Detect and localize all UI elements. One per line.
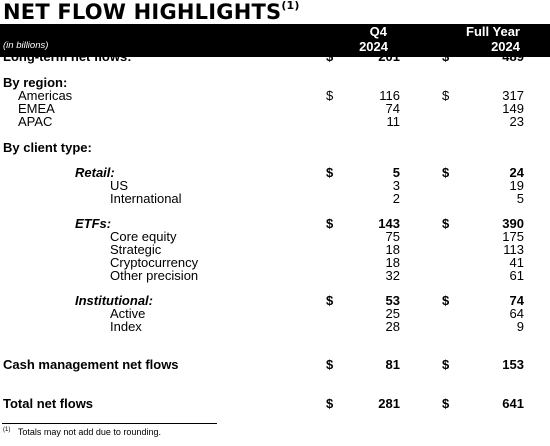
table-row-international — [0, 192, 550, 206]
row-label: Long-term net flows: — [3, 49, 132, 64]
row-label: Cryptocurrency — [110, 255, 199, 270]
table-row-cryptocurrency — [0, 256, 550, 270]
q4-value: 18 — [385, 255, 400, 270]
fy-value: 175 — [502, 229, 524, 244]
footnote — [3, 427, 161, 437]
q4-value: 116 — [379, 88, 400, 103]
q4-value: 25 — [385, 306, 400, 321]
row-label: Institutional: — [75, 293, 153, 308]
section-label: By client type: — [3, 140, 92, 155]
table-row-cash-management — [0, 358, 550, 372]
row-label: Americas — [18, 88, 73, 103]
row-label: US — [110, 178, 129, 193]
table-row-institutional — [0, 294, 550, 308]
row-label: Other precision — [110, 268, 199, 283]
q4-value: 281 — [378, 396, 400, 411]
currency-symbol: $ — [442, 216, 450, 231]
header-q4: Q4 — [369, 24, 387, 39]
currency-symbol: $ — [442, 396, 450, 411]
fy-value: 19 — [509, 178, 524, 193]
fy-value: 9 — [516, 319, 524, 334]
fy-value: 41 — [509, 255, 524, 270]
header-q4-year: 2024 — [359, 39, 388, 54]
q4-value: 2 — [392, 191, 400, 206]
row-label: Cash management net flows — [3, 357, 179, 372]
fy-value: 641 — [502, 396, 524, 411]
q4-value: 53 — [385, 293, 400, 308]
table-row-retail — [0, 166, 550, 180]
fy-value: 5 — [516, 191, 524, 206]
q4-value: 81 — [385, 357, 400, 372]
fy-value: 74 — [509, 293, 524, 308]
row-label: Total net flows — [3, 396, 94, 411]
footnote-divider — [2, 423, 217, 424]
currency-symbol: $ — [326, 165, 334, 180]
table-row-active — [0, 307, 550, 321]
q4-value: 74 — [385, 101, 400, 116]
currency-symbol: $ — [326, 396, 334, 411]
table-row-index — [0, 320, 550, 334]
currency-symbol: $ — [442, 293, 450, 308]
currency-symbol: $ — [326, 216, 334, 231]
row-label: International — [110, 191, 182, 206]
table-row-long-term — [0, 50, 550, 64]
footnote-text: Totals may not add due to rounding. — [17, 427, 161, 437]
table-row-americas — [0, 89, 550, 103]
page-title: NET FLOW HIGHLIGHTS$^{(1)}$ — [3, 0, 300, 24]
fy-value: 317 — [502, 88, 524, 103]
table-row-other-precision — [0, 269, 550, 283]
table-row-total — [0, 397, 550, 411]
header-full-year-year: 2024 — [491, 39, 520, 54]
units-label: (in billions) — [3, 40, 49, 51]
row-label: Strategic — [110, 242, 162, 257]
currency-symbol: $ — [326, 49, 334, 64]
table-row-core-equity — [0, 230, 550, 244]
q4-value: 201 — [378, 49, 400, 64]
currency-symbol: $ — [442, 49, 450, 64]
section-by-region — [0, 76, 550, 90]
row-label: Core equity — [110, 229, 177, 244]
row-label: APAC — [18, 114, 53, 129]
fy-value: 23 — [509, 114, 524, 129]
q4-value: 18 — [385, 242, 400, 257]
currency-symbol: $ — [326, 293, 334, 308]
q4-value: 3 — [392, 178, 400, 193]
fy-value: 390 — [502, 216, 524, 231]
q4-value: 28 — [385, 319, 400, 334]
table-row-etfs — [0, 217, 550, 231]
currency-symbol: $ — [326, 357, 334, 372]
q4-value: 5 — [392, 165, 400, 180]
currency-symbol: $ — [442, 357, 450, 372]
table-row-strategic — [0, 243, 550, 257]
section-by-client-type — [0, 141, 550, 155]
header-full-year: Full Year — [466, 24, 520, 39]
row-label: Active — [110, 306, 146, 321]
table-row-apac — [0, 115, 550, 129]
q4-value: 11 — [386, 114, 400, 129]
fy-value: 149 — [502, 101, 524, 116]
q4-value: 32 — [385, 268, 400, 283]
row-label: Retail: — [75, 165, 115, 180]
currency-symbol: $ — [326, 88, 334, 103]
table-row-emea — [0, 102, 550, 116]
fy-value: 113 — [503, 242, 524, 257]
footnote-ref: (1) — [3, 427, 11, 433]
row-label: EMEA — [18, 101, 55, 116]
row-label: ETFs: — [75, 216, 112, 231]
currency-symbol: $ — [442, 88, 450, 103]
fy-value: 64 — [509, 306, 524, 321]
table-row-us — [0, 179, 550, 193]
fy-value: 24 — [509, 165, 524, 180]
q4-value: 75 — [385, 229, 400, 244]
currency-symbol: $ — [442, 165, 450, 180]
title-footnote-ref: (1) — [281, 0, 300, 12]
fy-value: 489 — [502, 49, 524, 64]
section-label: By region: — [3, 75, 68, 90]
fy-value: 153 — [502, 357, 524, 372]
q4-value: 143 — [378, 216, 400, 231]
row-label: Index — [110, 319, 142, 334]
fy-value: 61 — [509, 268, 524, 283]
